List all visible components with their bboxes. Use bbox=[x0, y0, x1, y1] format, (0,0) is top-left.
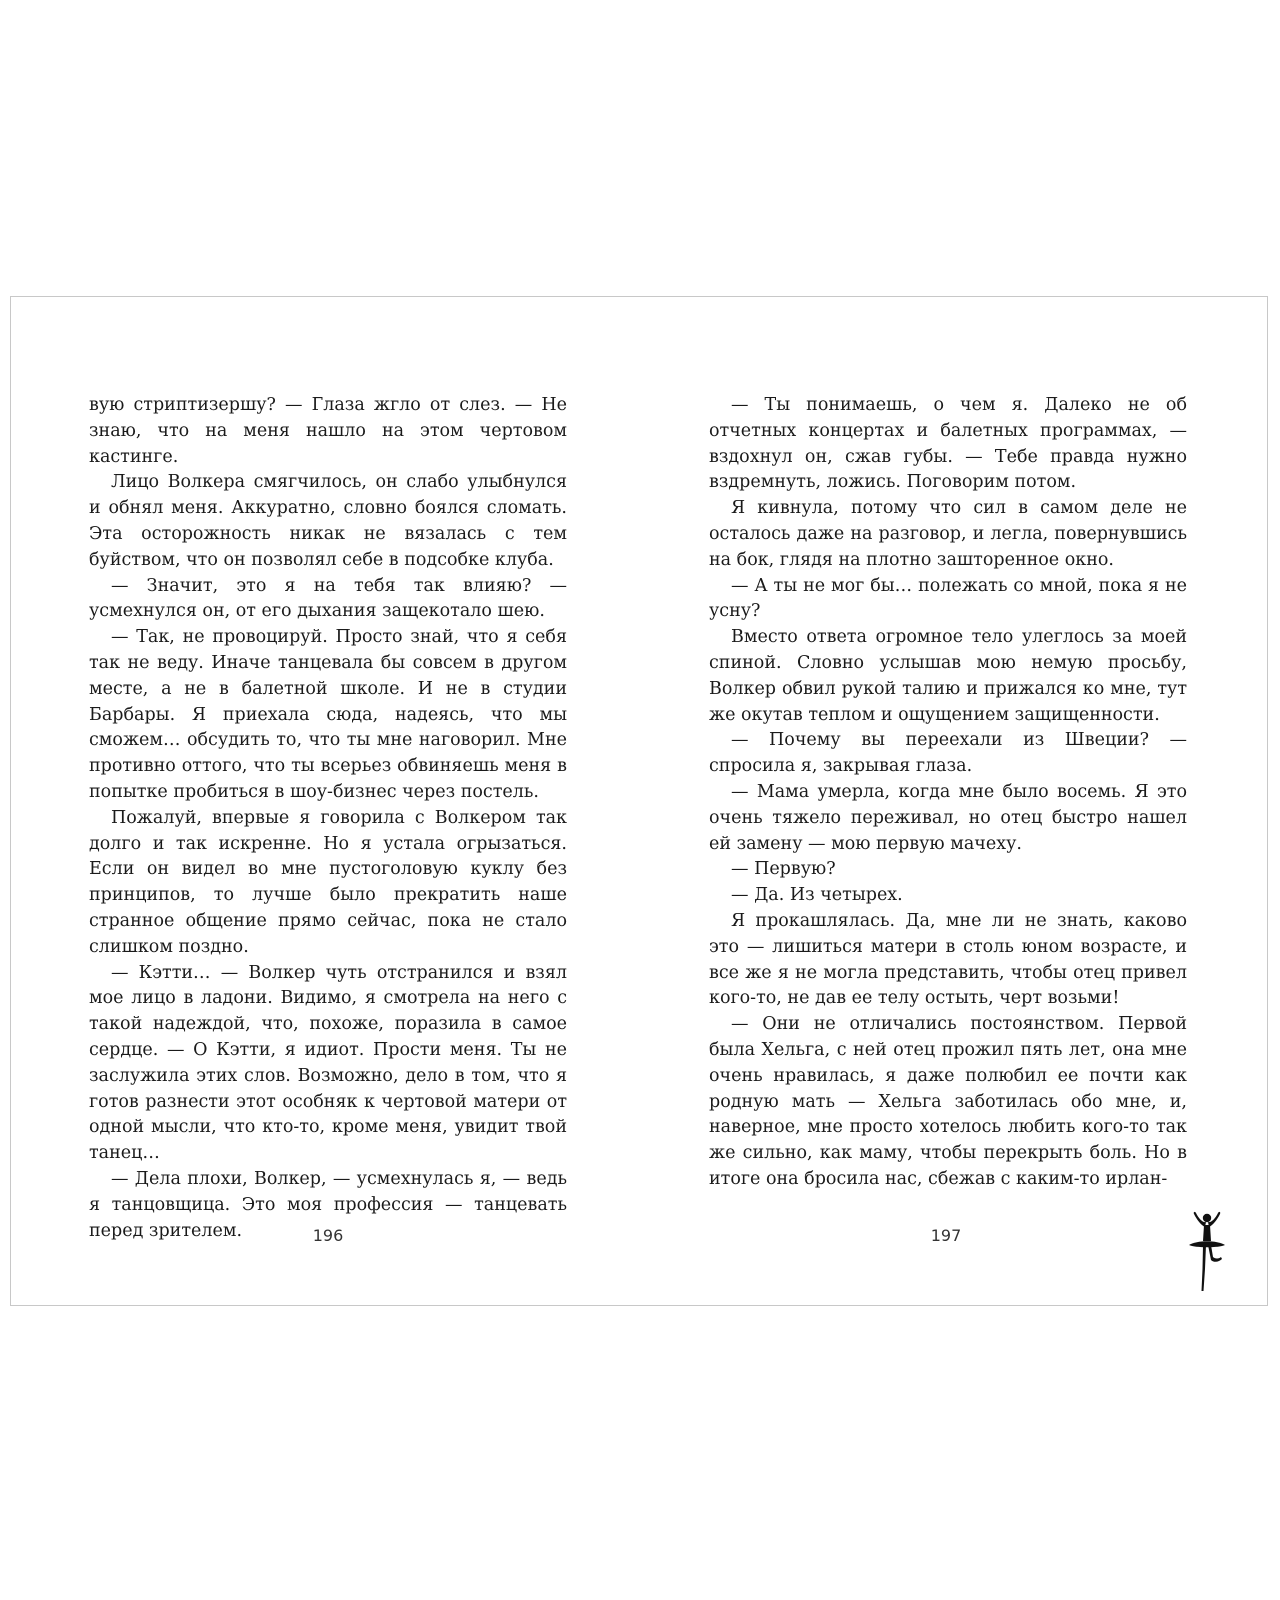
paragraph: — Так, не провоцируй. Просто знай, что я себя так не веду. Иначе танцевала бы совсем в другом месте, а не в балетной школе. И не в студии Барбары. Я приехала сюда, надеясь, что мы сможем… обсудить то, что ты мне наговорил. Мне противно оттого, что ты всерьез обвиняешь меня в попытке пробиться в шоу-бизнес через постель. bbox=[89, 627, 567, 802]
paragraph: Я прокашлялась. Да, мне ли не знать, каково это — лишиться матери в столь юном возрасте, и все же я не могла представить, чтобы отец привел кого-то, не дав ее телу остыть, черт возьми! bbox=[709, 910, 1187, 1009]
paragraph: — Мама умерла, когда мне было восемь. Я это очень тяжело переживал, но отец быстро нашел ей замену — мою первую мачеху. bbox=[709, 781, 1187, 854]
paragraph: Лицо Волкера смягчилось, он слабо улыбнулся и обнял меня. Аккуратно, словно боялся сломать. Эта осторожность никак не вязалась с тем буйством, что он позволял себе в подсобке клуба. bbox=[89, 472, 567, 570]
paragraph: — Почему вы переехали из Швеции? — спросила я, закрывая глаза. bbox=[709, 730, 1187, 777]
page-number-left: 196 bbox=[312, 1226, 344, 1245]
paragraph: — Да. Из четырех. bbox=[731, 885, 903, 906]
paragraph: — Они не отличались постоянством. Первой была Хельга, с ней отец прожил пять лет, она мне очень нравилась, я даже полюбил ее почти как родную мать — Хельга заботилась обо мне, и, наверное, мне просто хотелось любить кого-то так же сильно, как маму, чтобы перекрыть боль. Но в итоге она бросила нас, сбежав с каким-то ирлан- bbox=[709, 1014, 1187, 1189]
paragraph: — Первую? bbox=[731, 859, 836, 880]
paragraph: — Дела плохи, Волкер, — усмехнулась я, — ведь я танцовщица. Это моя профессия — танцевать перед зрителем. bbox=[89, 1168, 567, 1241]
paragraph: — Ты понимаешь, о чем я. Далеко не об отчетных концертах и балетных программах, — вздохнул он, сжав губы. — Тебе правда нужно вздремнуть, ложись. Поговорим потом. bbox=[709, 395, 1187, 493]
paragraph: вую стриптизершу? — Глаза жгло от слез. — Не знаю, что на меня нашло на этом чертовом кастинге. bbox=[89, 395, 567, 467]
right-page-text bbox=[709, 393, 1187, 1193]
paragraph: Я кивнула, потому что сил в самом деле не осталось даже на разговор, и легла, повернувшись на бок, глядя на плотно зашторенное окно. bbox=[709, 498, 1187, 570]
paragraph: — Значит, это я на тебя так влияю? — усмехнулся он, от его дыхания защекотало шею. bbox=[89, 575, 567, 622]
paragraph: Вместо ответа огромное тело улеглось за моей спиной. Словно услышав мою немую просьбу, Волкер обвил рукой талию и прижался ко мне, тут же окутав теплом и ощущением защищенности. bbox=[709, 627, 1187, 725]
ballerina-silhouette-icon bbox=[1181, 1207, 1233, 1293]
left-page-text bbox=[89, 393, 567, 1244]
page-number-right: 197 bbox=[930, 1226, 962, 1245]
paragraph: — А ты не мог бы… полежать со мной, пока я не усну? bbox=[709, 575, 1187, 622]
paragraph: — Кэтти… — Волкер чуть отстранился и взял мое лицо в ладони. Видимо, я смотрела на него с такой надеждой, что, похоже, поразила в самое сердце. — О Кэтти, я идиот. Прости меня. Ты не заслужила этих слов. Возможно, дело в том, что я готов разнести этот особняк к чертовой матери от одной мысли, что кто-то, кроме меня, увидит твой танец… bbox=[89, 962, 567, 1164]
paragraph: Пожалуй, впервые я говорила с Волкером так долго и так искренне. Но я устала огрызаться. Если он видел во мне пустоголовую куклу без принципов, то лучше было прекратить наше странное общение прямо сейчас, пока не стало слишком поздно. bbox=[89, 807, 567, 957]
book-spread bbox=[10, 296, 1268, 1306]
